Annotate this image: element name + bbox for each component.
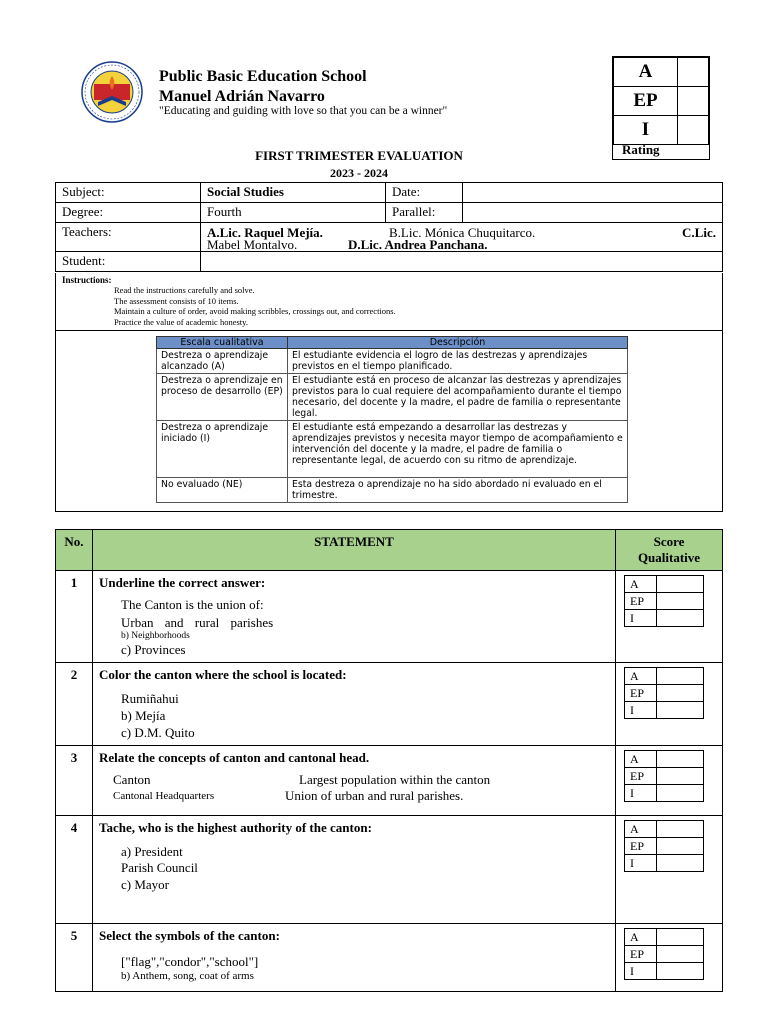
- option[interactable]: c) D.M. Quito: [121, 725, 195, 740]
- score-cell[interactable]: [657, 610, 704, 627]
- score-cell[interactable]: [657, 946, 704, 963]
- rating-i-cell[interactable]: [678, 116, 709, 145]
- instructions-heading: Instructions:: [62, 275, 112, 285]
- instructions: [55, 273, 723, 331]
- concept-right[interactable]: Largest population within the canton: [299, 772, 491, 787]
- option[interactable]: Urban and rural parishes: [121, 615, 274, 630]
- degree-label: Degree:: [56, 203, 201, 223]
- score-cell[interactable]: [657, 821, 704, 838]
- score-box: A EP I: [624, 667, 704, 719]
- subject-label: Subject:: [56, 183, 201, 203]
- score-box: A EP I: [624, 820, 704, 872]
- score-box: A EP I: [624, 750, 704, 802]
- rating-a: A: [614, 58, 678, 87]
- scale-key: No evaluado (NE): [157, 478, 288, 503]
- teacher-b: B.Lic. Mónica Chuquitarco.: [389, 225, 536, 240]
- scale-header-col2: Descripción: [288, 337, 628, 349]
- option[interactable]: Parish Council: [121, 860, 198, 875]
- scale-key: Destreza o aprendizaje en proceso de desarrollo (EP): [157, 374, 288, 421]
- score-cell[interactable]: [657, 685, 704, 702]
- instruction-item: The assessment consists of 10 items.: [114, 295, 239, 306]
- degree-value: Fourth: [201, 203, 386, 223]
- evaluation-year: 2023 - 2024: [330, 166, 388, 180]
- question-number: 5: [56, 924, 93, 992]
- student-label: Student:: [56, 252, 201, 272]
- school-logo: [76, 60, 148, 124]
- score-cell[interactable]: [657, 855, 704, 872]
- score-cell[interactable]: [657, 785, 704, 802]
- school-name-line2: Manuel Adrián Navarro: [159, 88, 325, 105]
- rating-a-cell[interactable]: [678, 58, 709, 87]
- info-table: [55, 182, 723, 272]
- date-label: Date:: [386, 183, 463, 203]
- question-title: Tache, who is the highest authority of the canton:: [99, 820, 372, 835]
- concept-right[interactable]: Union of urban and rural parishes.: [285, 788, 464, 803]
- question-number: 3: [56, 746, 93, 816]
- header-no: No.: [56, 530, 93, 571]
- instruction-item: Maintain a culture of order, avoid making scribbles, crossings out, and corrections.: [114, 306, 396, 316]
- subject-value: Social Studies: [201, 183, 386, 203]
- question-row: [56, 924, 723, 992]
- option[interactable]: c) Mayor: [121, 877, 170, 892]
- teacher-a: A.Lic. Raquel Mejía.: [207, 225, 323, 240]
- scale-key: Destreza o aprendizaje alcanzado (A): [157, 349, 288, 374]
- question-title: Underline the correct answer:: [99, 575, 266, 590]
- option[interactable]: c) Provinces: [121, 642, 186, 657]
- date-field[interactable]: [463, 183, 723, 203]
- question-title: Select the symbols of the canton:: [99, 928, 280, 943]
- score-cell[interactable]: [657, 768, 704, 785]
- option[interactable]: b) Anthem, song, coat of arms: [121, 970, 254, 982]
- school-name: Public Basic Education School: [159, 68, 367, 85]
- score-cell[interactable]: [657, 576, 704, 593]
- header-score: Score Qualitative: [616, 530, 723, 571]
- instruction-item: Practice the value of academic honesty.: [114, 316, 248, 327]
- teachers-label: Teachers:: [56, 223, 201, 252]
- score-box: A EP I: [624, 575, 704, 627]
- teacher-d: D.Lic. Andrea Panchana.: [348, 237, 488, 252]
- scale-key: Destreza o aprendizaje iniciado (I): [157, 421, 288, 478]
- score-cell[interactable]: [657, 668, 704, 685]
- rating-ep-cell[interactable]: [678, 87, 709, 116]
- question-row: [56, 571, 723, 663]
- rating-label: Rating: [622, 142, 660, 157]
- question-subtitle: The Canton is the union of:: [121, 597, 264, 612]
- score-cell[interactable]: [657, 963, 704, 980]
- question-number: 1: [56, 571, 93, 663]
- question-row: [56, 816, 723, 924]
- score-cell[interactable]: [657, 751, 704, 768]
- parallel-field[interactable]: [463, 203, 723, 223]
- question-row: [56, 663, 723, 746]
- score-cell[interactable]: [657, 838, 704, 855]
- question-title: Relate the concepts of canton and cantonal head.: [99, 750, 370, 765]
- score-cell[interactable]: [657, 929, 704, 946]
- concept-left[interactable]: Cantonal Headquarters: [113, 790, 215, 802]
- parallel-label: Parallel:: [386, 203, 463, 223]
- scale-desc: El estudiante está empezando a desarrollar las destrezas y aprendizajes previstos y necesita mayor tiempo de acompañamiento e intervención del docente y la madre, el padre de familia o representante legal, de acuerdo con su ritmo de aprendizaje.: [288, 421, 628, 478]
- option[interactable]: Rumiñahui: [121, 691, 179, 706]
- student-field[interactable]: [201, 252, 723, 272]
- concept-left[interactable]: Canton: [113, 772, 151, 787]
- qualitative-scale-table: [156, 336, 628, 503]
- score-cell[interactable]: [657, 702, 704, 719]
- rating-i: I: [614, 116, 678, 145]
- option[interactable]: a) President: [121, 844, 183, 859]
- scale-desc: El estudiante evidencia el logro de las destrezas y aprendizajes previstos en el tiempo planificado.: [288, 349, 628, 374]
- evaluation-title: FIRST TRIMESTER EVALUATION: [255, 148, 463, 163]
- option[interactable]: ["flag","condor","school"]: [121, 954, 259, 969]
- scale-desc: El estudiante está en proceso de alcanzar las destrezas y aprendizajes previstos para lo cual requiere del acompañamiento durante el tiempo necesario, del docente y la madre, el padre de familia o representante legal.: [288, 374, 628, 421]
- header-statement: STATEMENT: [93, 530, 616, 571]
- scale-desc: Esta destreza o aprendizaje no ha sido abordado ni evaluado en el trimestre.: [288, 478, 628, 503]
- rating-ep: EP: [614, 87, 678, 116]
- score-cell[interactable]: [657, 593, 704, 610]
- option[interactable]: b) Mejía: [121, 708, 166, 723]
- question-number: 4: [56, 816, 93, 924]
- option[interactable]: b) Neighborhoods: [121, 631, 190, 641]
- question-title: Color the canton where the school is located:: [99, 667, 347, 682]
- score-box: A EP I: [624, 928, 704, 980]
- question-row: [56, 746, 723, 816]
- question-number: 2: [56, 663, 93, 746]
- questions-table: [55, 529, 723, 992]
- teacher-c-name: Mabel Montalvo.: [207, 237, 298, 252]
- school-motto: "Educating and guiding with love so that you can be a winner": [159, 105, 448, 117]
- scale-header-col1: Escala cualitativa: [157, 337, 288, 349]
- instruction-item: Read the instructions carefully and solve.: [114, 285, 255, 295]
- teacher-c: C.Lic.: [682, 225, 716, 240]
- teachers-list: [201, 223, 723, 252]
